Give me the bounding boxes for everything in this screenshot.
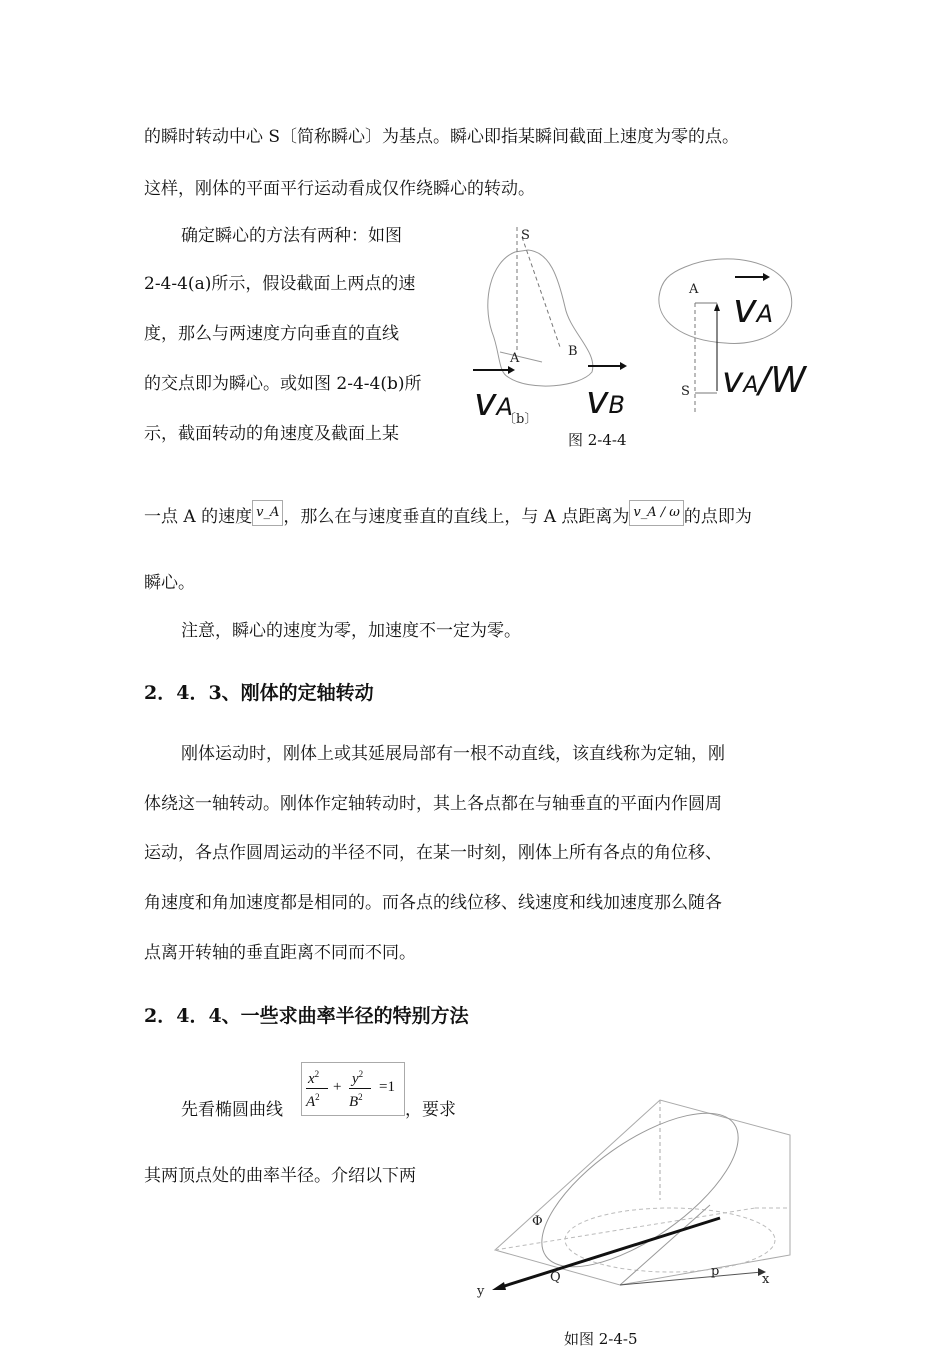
text-line-with-formula: 一点 A 的速度 v_A ，那么在与速度垂直的直线上，与 A 点距离为 v_A / ω 的点即为 [144, 506, 752, 532]
text-line: 这样，刚体的平面平行运动看成仅作绕瞬心的转动。 [144, 179, 535, 199]
right-label-a: A [689, 282, 699, 297]
label-b: B [568, 344, 578, 359]
text-line: 点离开转轴的垂直距离不同而不同。 [144, 943, 416, 963]
text-line: 体绕这一轴转动。刚体作定轴转动时，其上各点都在与轴垂直的平面内作圆周 [144, 794, 722, 814]
text-line: 2-4-4(a)所示，假设截面上两点的速 [144, 274, 416, 294]
text-line: 示，截面转动的角速度及截面上某 [144, 424, 399, 444]
label-b-paren: 〔b〕 [503, 412, 538, 427]
ab-line [500, 352, 542, 362]
figure-caption: 图 2-4-4 [568, 431, 627, 449]
tilted-ellipse [518, 1085, 761, 1296]
label-y: y [477, 1284, 485, 1299]
velocity-label-b: vB [586, 378, 625, 422]
text-line: 瞬心。 [144, 573, 195, 593]
text-line: 其两顶点处的曲率半径。介绍以下两 [144, 1166, 416, 1186]
label-a: A [510, 351, 520, 366]
figure-2-4-5 [480, 1090, 800, 1320]
text-line: 刚体运动时，刚体上或其延展局部有一根不动直线，该直线称为定轴，刚 [181, 744, 725, 764]
text-line: 的瞬时转动中心 S〔简称瞬心〕为基点。瞬心即指某瞬间截面上速度为零的点。 [144, 127, 740, 147]
text-line: 度，那么与两速度方向垂直的直线 [144, 324, 399, 344]
text-line: 角速度和角加速度都是相同的。而各点的线位移、线速度和线加速度那么随各 [144, 893, 722, 913]
label-p: p [711, 1264, 720, 1279]
right-label-s: S [681, 384, 690, 399]
text-line: 运动，各点作圆周运动的半径不同，在某一时刻，刚体上所有各点的角位移、 [144, 843, 722, 863]
text-line: 的交点即为瞬心。或如图 2-4-4(b)所 [144, 374, 422, 394]
velocity-label-a: vA [474, 380, 513, 424]
section-heading: 2．4．4、一些求曲率半径的特别方法 [144, 1005, 469, 1027]
text-line: 确定瞬心的方法有两种：如图 [181, 226, 402, 246]
cutting-plane [495, 1100, 790, 1285]
inline-formula-va: v_A [252, 500, 283, 526]
axis-x [620, 1272, 762, 1285]
section-heading: 2．4．3、刚体的定轴转动 [144, 682, 374, 704]
label-phi: Φ [532, 1214, 543, 1229]
right-ratio-label: vA/W [722, 360, 807, 401]
label-s: S [521, 228, 530, 243]
perpendicular-line-b [522, 237, 560, 347]
inline-formula-va-omega: v_A / ω [629, 500, 683, 526]
label-x: x [762, 1272, 770, 1287]
cross-section-outline [488, 250, 593, 386]
right-velocity-label: vA [733, 286, 774, 332]
text-line: 先看椭圆曲线 [181, 1100, 283, 1120]
ellipse-equation: $x^2$ $A^2$ + $y^2$ $B^2$ =1 [301, 1062, 405, 1116]
figure-caption: 如图 2-4-5 [564, 1330, 638, 1348]
label-q: Q [550, 1270, 561, 1285]
text-line: ，要求 [405, 1100, 456, 1120]
note-line: 注意，瞬心的速度为零，加速度不一定为零。 [181, 621, 521, 641]
